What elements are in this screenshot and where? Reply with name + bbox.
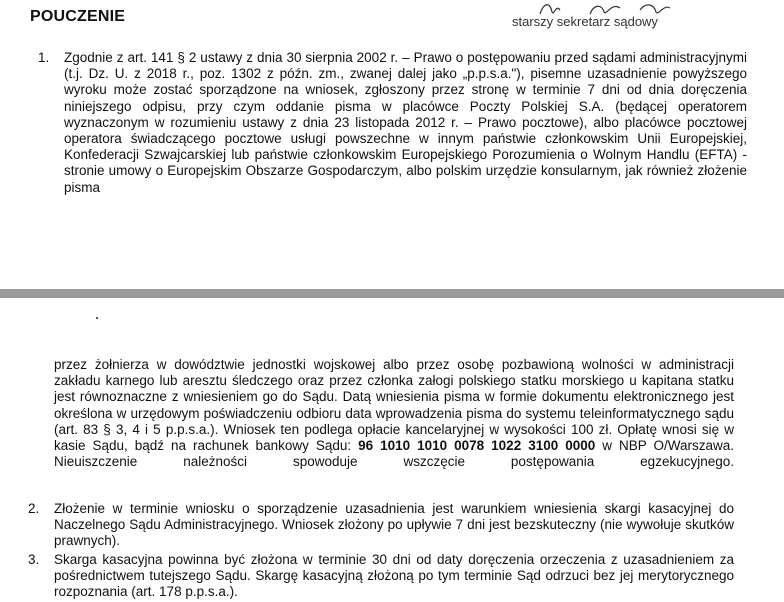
item-2-text: Złożenie w terminie wniosku o sporządzenie uzasadnienia jest warunkiem wniesienia skargi kasacyjnej do Naczelnego Sądu Administracyjnego. Wniosek złożony po upływie 7 dni jest bezskuteczny (nie wywołuje skutków prawnych). bbox=[54, 501, 734, 549]
item-1-text-part1: Zgodnie z art. 141 § 2 ustawy z dnia 30 sierpnia 2002 r. – Prawo o postępowaniu przed sądami administracyjnymi (t.j. Dz. U. z 2018 r., poz. 1302 z późn. zm., zwanej dalej jako „p.p.s.a."), pisemne uzasadnienie powyższego wyroku może zostać sporządzone na wniosek, zgłoszony przez stronę w terminie 7 dni od dnia doręczenia niniejszego odpisu, przy czym oddanie pisma w placówce Poczty Polskiej S.A. (będącej operatorem wyznaczonym w rozumieniu ustawy z dnia 23 listopada 2012 r. – Prawo pocztowe), albo placówce pocztowej operatora świadczącego pocztowe usługi powszechne w innym państwie członkowskim Unii Europejskiej, Konfederacji Szwajcarskiej lub państwie członkowskim Europejskiego Porozumienia o Wolnym Handlu (EFTA) - stronie umowy o Europejskim Obszarze Gospodarczym, albo polskim urzędzie konsularnym, jak również złożenie pisma bbox=[64, 50, 747, 195]
item-3-text: Skarga kasacyjna powinna być złożona w terminie 30 dni od daty doręczenia orzeczenia z uzasadnieniem za pośrednictwem tutejszego Sądu. Skargę kasacyjną złożoną po tym terminie Sąd odrzuci bez jej merytorycznego rozpoznania (art. 178 p.p.s.a.). bbox=[54, 552, 734, 600]
signature-caption: starszy sekretarz sądowy bbox=[512, 14, 658, 29]
item-1-number: 1. bbox=[38, 50, 50, 65]
item-1-text-part2-main: przez żołnierza w dowództwie jednostki wojskowej albo przez osobę pozbawioną wolności w administracji zakładu karnego lub aresztu śledczego oraz przez członka załogi polskiego statku morskiego u kapitana statku jest równoznaczne z wniesieniem go do Sądu. Datą wniesienia pisma w formie dokumentu elektronicznego jest określona w urzędowym poświadczeniu odbioru data wprowadzenia pisma do systemu teleinformatycznego sądu (art. 83 § 3, 4 i 5 p.p.s.a.). Wniosek ten podlega opłacie kancelaryjnej w wysokości 100 zł. Opłatę wnosi się w kasie Sądu, bądź na rachunek bankowy Sądu: bbox=[54, 357, 734, 454]
item-1-text-part2-end: w NBP O/Warszawa. Nieuiszczenie należności spowoduje wszczęcie postępowania egzekucyjnego. bbox=[54, 438, 734, 470]
item-1-text-part2 bbox=[54, 357, 734, 470]
item-2-number: 2. bbox=[28, 501, 40, 516]
page-top bbox=[0, 0, 784, 291]
bank-account-number: 96 1010 1010 0078 1022 3100 0000 bbox=[358, 438, 596, 454]
item-3-number: 3. bbox=[28, 552, 40, 567]
document-heading: POUCZENIE bbox=[30, 8, 126, 25]
scan-speck bbox=[96, 317, 98, 319]
page-divider bbox=[0, 289, 784, 298]
page-bottom bbox=[0, 298, 784, 602]
